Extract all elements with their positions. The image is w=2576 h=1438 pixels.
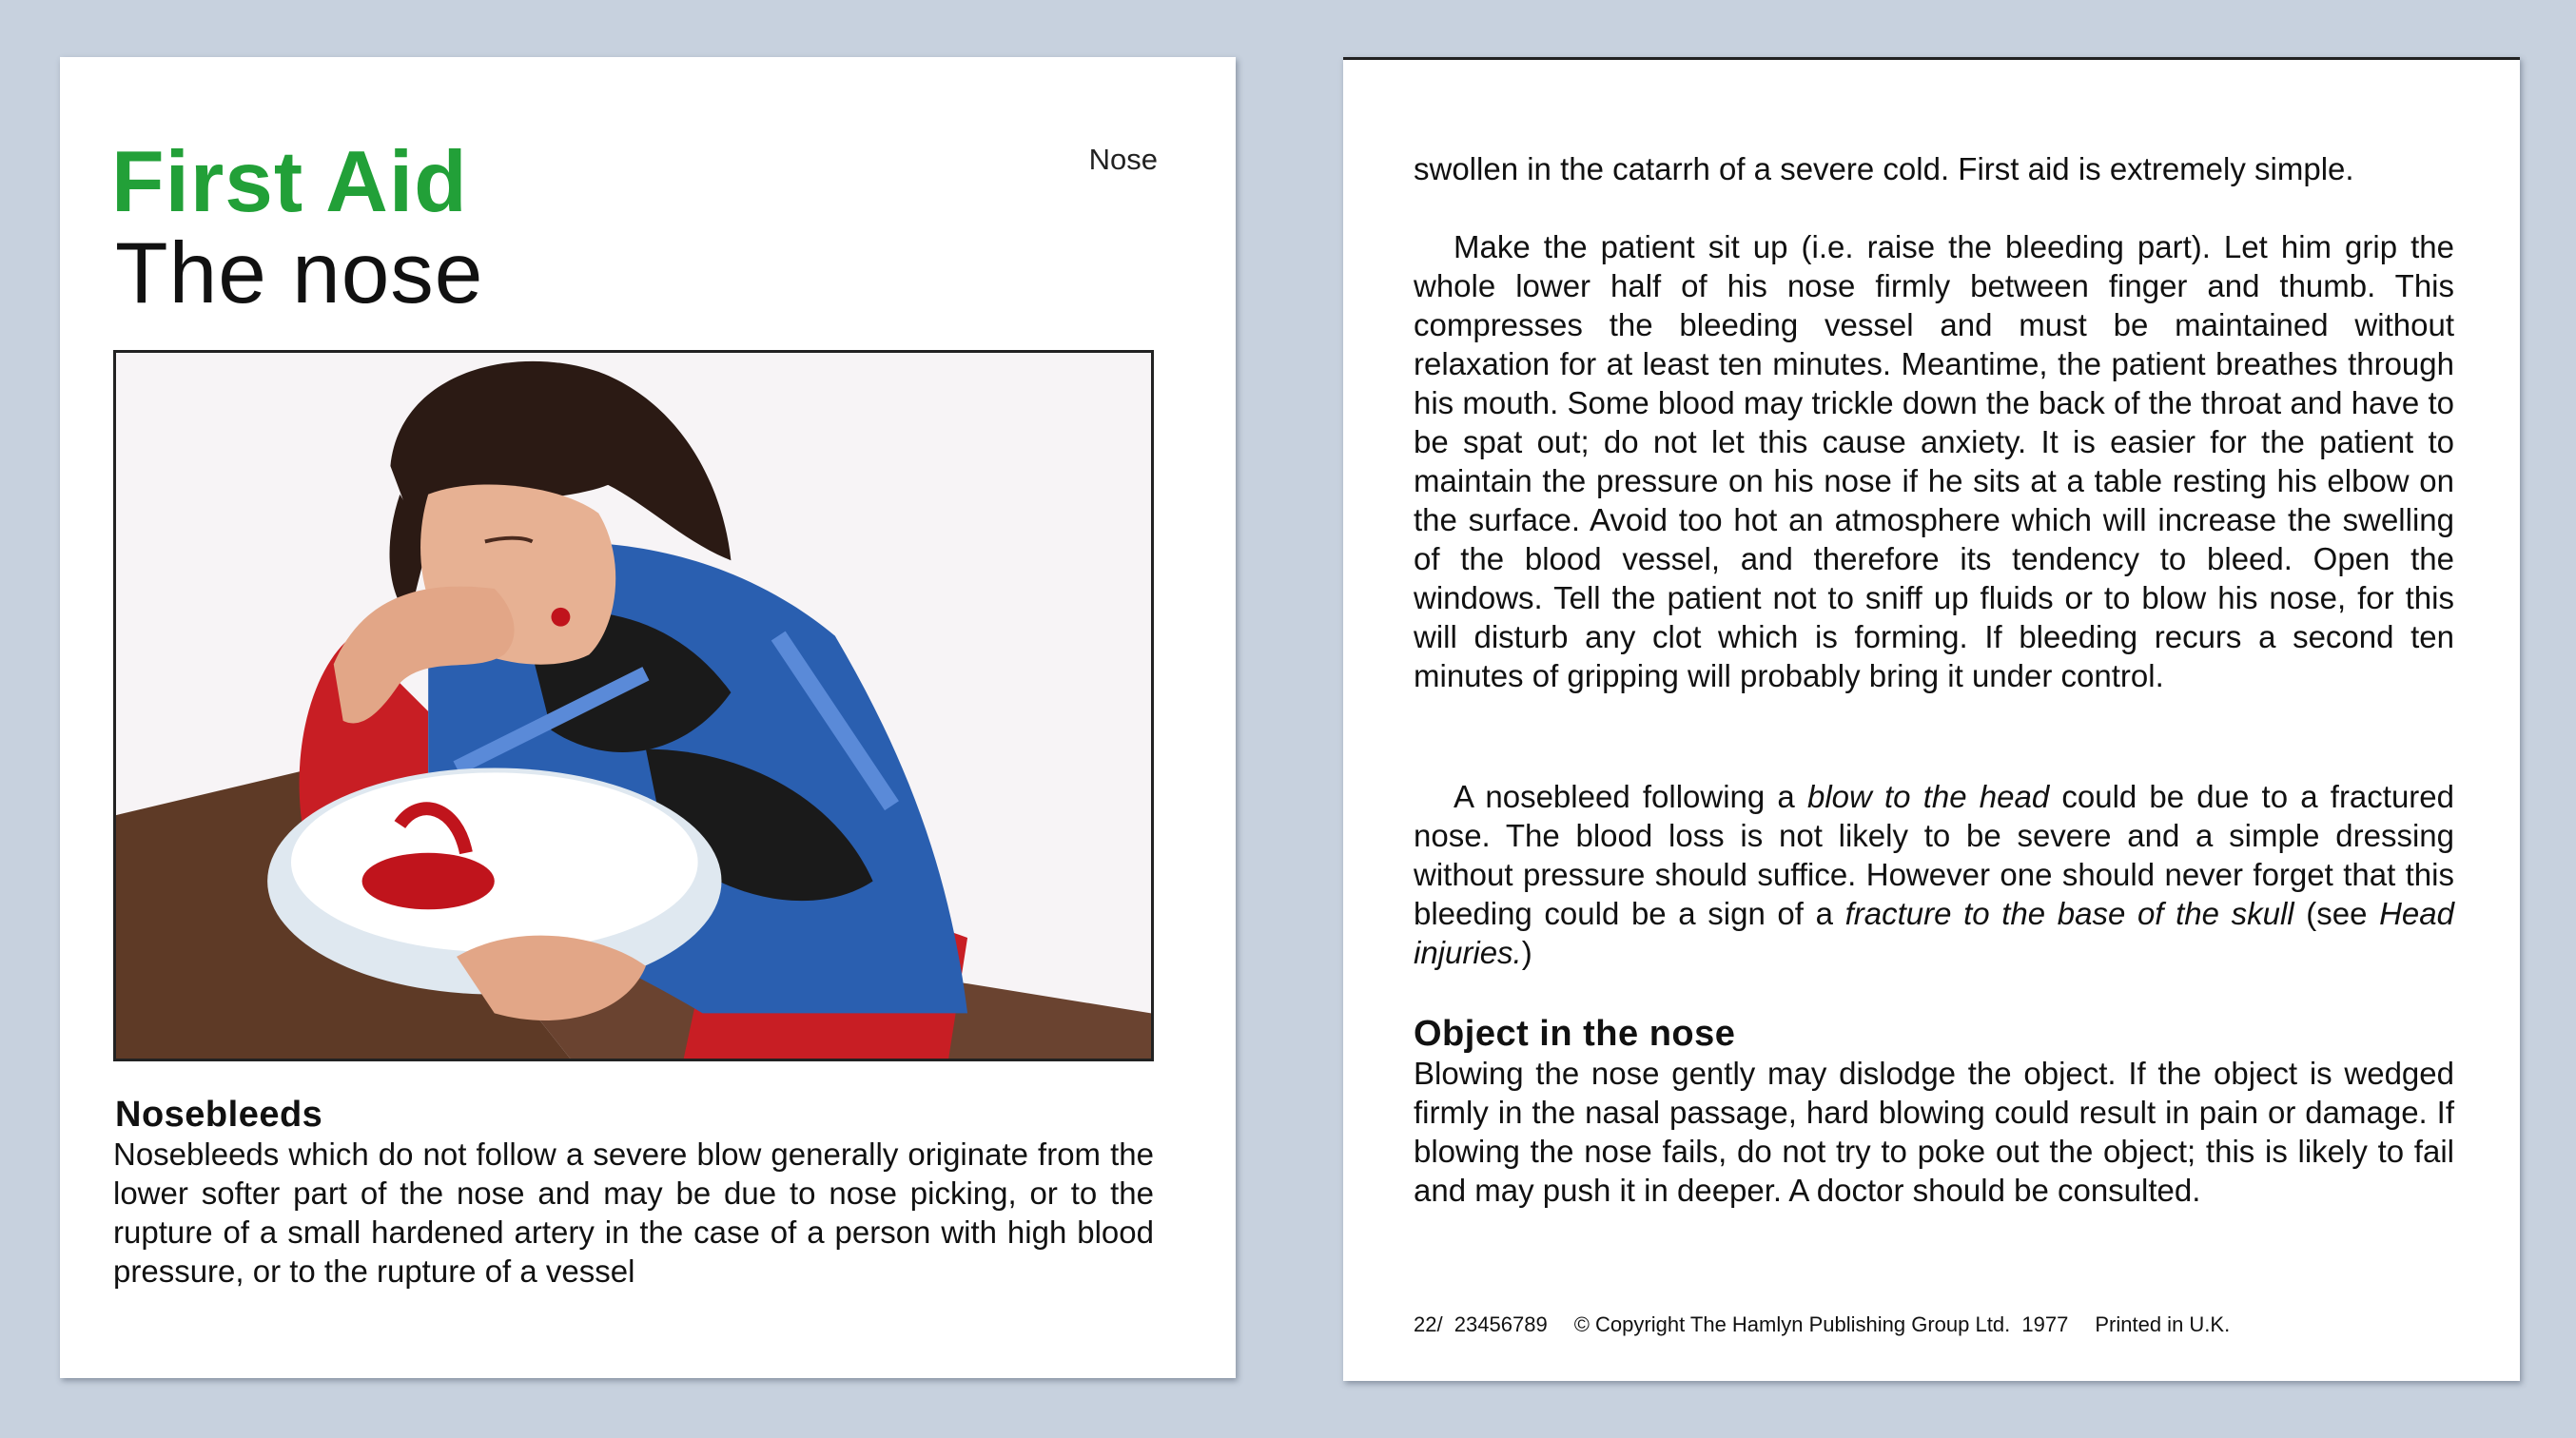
- nosebleed-illustration-icon: [113, 350, 1154, 1061]
- nosebleeds-text: Nosebleeds which do not follow a severe blow generally originate from the lower softer part of the nose and may be due to nose picking, or to the rupture of a small hardened artery in the case of a person with high blood pressure, or to the rupture of a vessel: [113, 1137, 1154, 1289]
- card-number: 22/ 23456789: [1414, 1312, 1548, 1336]
- back-card: [1343, 57, 2520, 1381]
- front-card: [60, 57, 1236, 1378]
- paragraph-first-aid-steps: Make the patient sit up (i.e. raise the bleeding part). Let him grip the whole lower half of his nose firmly between finger and thumb. This compresses the bleeding vessel and must be maintained without relaxation for at least ten minutes. Meantime, the patient breathes through his mouth. Some blood may trickle down the back of the throat and have to be spat out; do not let this cause anxiety. It is easier for the patient to maintain the pressure on his nose if he sits at a table resting his elbow on the surface. Avoid too hot an atmosphere which will increase the swelling of the blood vessel, and therefore its tendency to bleed. Open the windows. Tell the patient not to sniff up fluids or to blow his nose, for this will disturb any clot which is forming. If bleeding recurs a second ten minutes of gripping will probably bring it under control.: [1414, 229, 2454, 693]
- printed-in: Printed in U.K.: [2095, 1312, 2231, 1336]
- card-subtitle: The nose: [115, 225, 484, 321]
- card-title: First Aid: [111, 134, 468, 230]
- object-in-nose-text: Blowing the nose gently may dislodge the object. If the object is wedged firmly in the nasal passage, hard blowing could result in pain or damage. If blowing the nose fails, do not try to poke out the object; this is likely to fail and may push it in deeper. A doctor should be consulted.: [1414, 1056, 2454, 1208]
- paragraph-catarrh: swollen in the catarrh of a severe cold. First aid is extremely simple.: [1414, 151, 2354, 186]
- object-in-nose-heading: Object in the nose: [1414, 1014, 1736, 1054]
- nosebleeds-heading: Nosebleeds: [115, 1095, 323, 1135]
- copyright-notice: © Copyright The Hamlyn Publishing Group Ltd. 1977: [1573, 1312, 2069, 1336]
- card-footer: [1414, 1312, 2256, 1337]
- card-topic-tag: Nose: [1088, 143, 1158, 176]
- paragraph-blow-to-head: A nosebleed following a blow to the head could be due to a fractured nose. The blood loss is not likely to be severe and a simple dressing without pressure should suffice. However one should never forget that this bleeding could be a sign of a fracture to the base of the skull (see Head injuries.): [1414, 779, 2454, 970]
